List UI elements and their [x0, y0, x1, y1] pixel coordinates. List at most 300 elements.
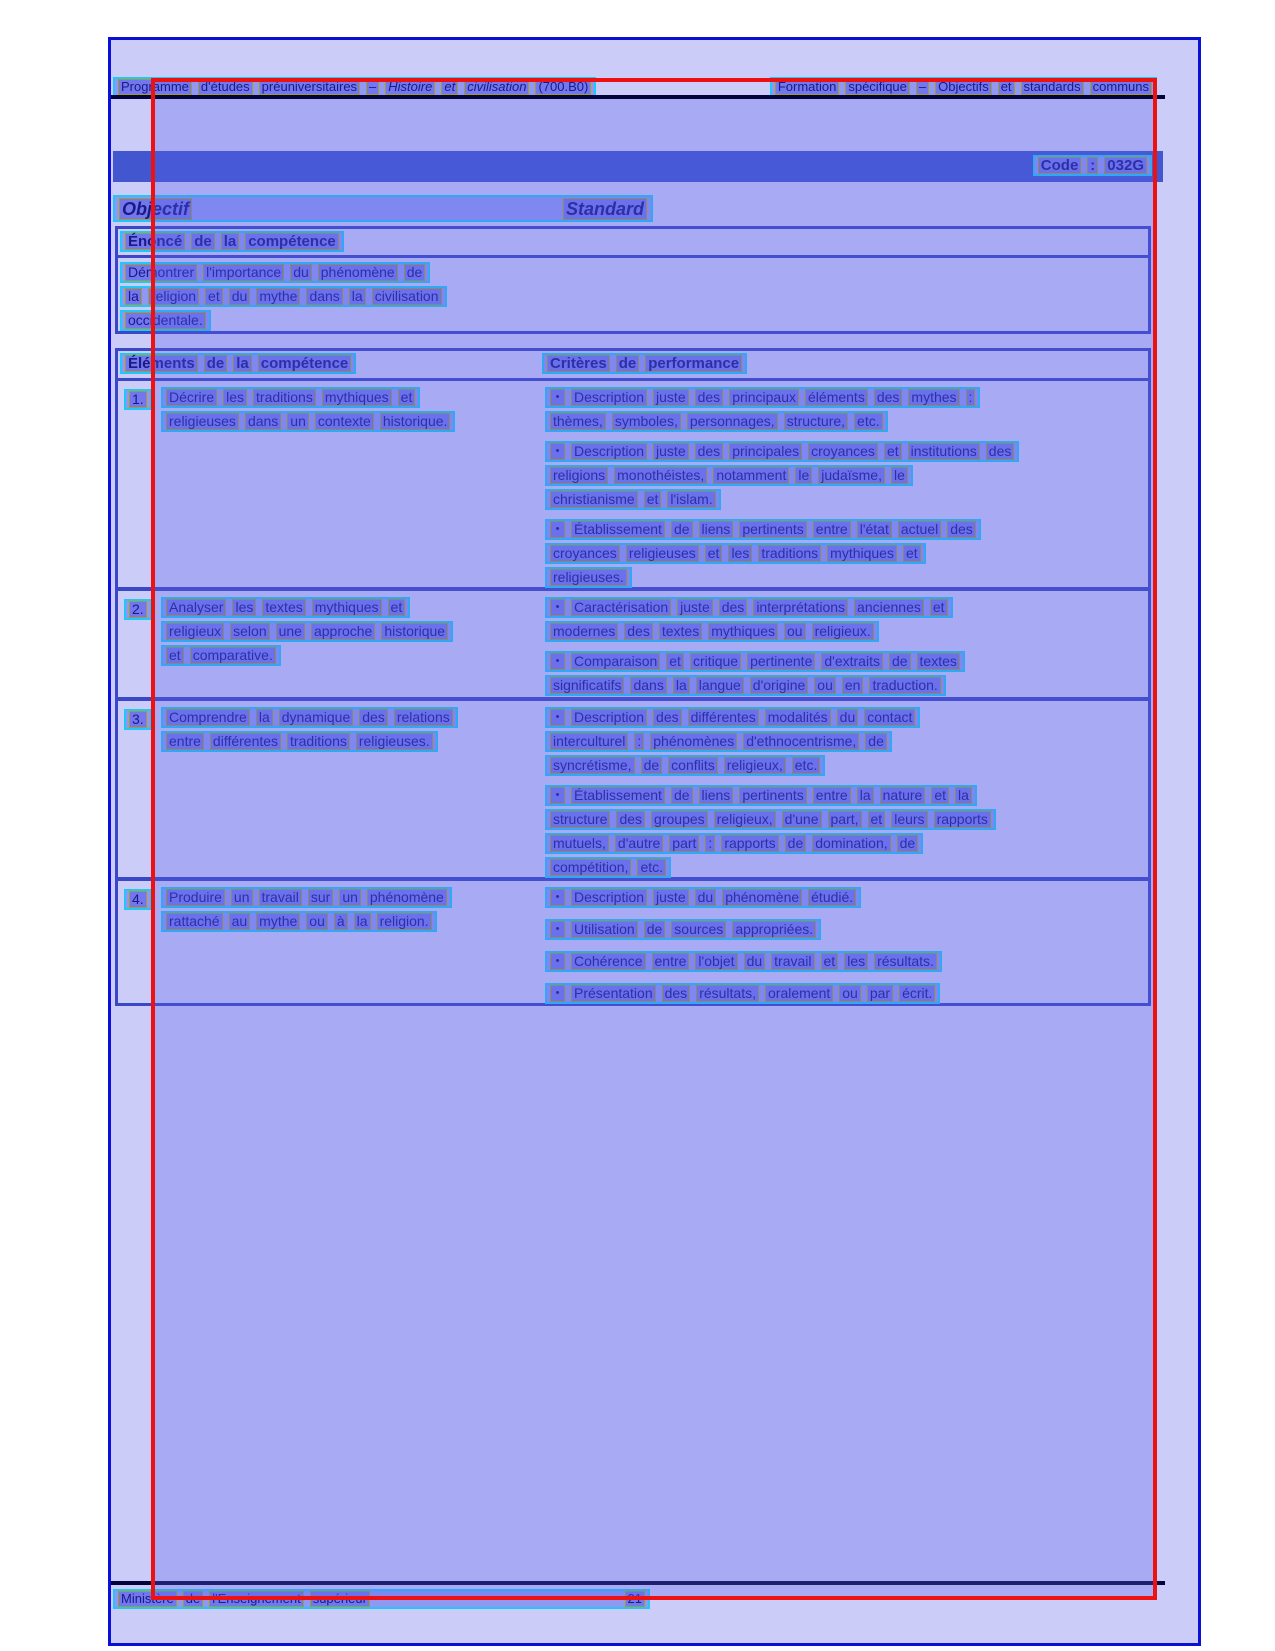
word-highlight-box: : [966, 389, 976, 406]
word-highlight-box: le [891, 467, 908, 484]
word-highlight-box: des [947, 521, 976, 538]
word-highlight-box: standards [1021, 79, 1084, 95]
word-highlight-box: des [695, 389, 724, 406]
word-highlight-box: phénomène [722, 889, 802, 906]
criteria-line [545, 857, 671, 878]
word-highlight-box: traduction. [869, 677, 940, 694]
competence-table-header [118, 351, 1148, 381]
criteria-line [545, 785, 977, 806]
word-highlight-box: différentes [210, 733, 281, 750]
word-highlight-box: la [857, 787, 874, 804]
word-highlight-box: religieuses. [356, 733, 433, 750]
criteria-line [545, 919, 821, 940]
word-highlight-box: mutuels, [550, 835, 609, 852]
word-highlight-box: spécifique [845, 79, 910, 95]
word-highlight-box: dans [245, 413, 281, 430]
word-highlight-box: mythe [256, 288, 300, 305]
criteria-line [545, 441, 1019, 462]
word-highlight-box: par [867, 985, 893, 1002]
criteria-line [545, 731, 892, 752]
competence-table [115, 348, 1151, 1006]
word-highlight-box: religions [550, 467, 608, 484]
word-highlight-box: phénomènes [650, 733, 737, 750]
word-highlight-box: contexte [315, 413, 374, 430]
word-highlight-box: ou [306, 913, 328, 930]
bullet-icon: • [550, 985, 565, 1002]
word-highlight-box: de [644, 921, 666, 938]
word-highlight-box: et [666, 653, 684, 670]
word-highlight-box: juste [653, 443, 689, 460]
word-highlight-box: Analyser [166, 599, 226, 616]
word-highlight-box: comparative. [190, 647, 276, 664]
footer-rule [111, 1581, 1165, 1585]
word-highlight-box: : [1087, 157, 1098, 174]
word-highlight-box: en [842, 677, 864, 694]
word-highlight-box: pertinente [747, 653, 815, 670]
word-highlight-box: traditions [758, 545, 821, 562]
word-highlight-box: et [930, 599, 948, 616]
word-highlight-box: de [204, 355, 228, 372]
page-number: 21 [625, 1591, 645, 1607]
criteria-line [545, 465, 913, 486]
word-highlight-box: la [673, 677, 690, 694]
enonce-header-cell [118, 229, 1148, 258]
criteria-line [545, 489, 721, 510]
word-highlight-box: phénomène [367, 889, 447, 906]
word-highlight-box: l'Enseignement [209, 1591, 303, 1607]
word-highlight-box: Description [571, 709, 647, 726]
word-highlight-box: mythe [256, 913, 300, 930]
word-highlight-box: Objectifs [935, 79, 992, 95]
criteria-line [545, 833, 923, 854]
word-highlight-box: l'objet [695, 953, 737, 970]
word-highlight-box: à [334, 913, 348, 930]
word-highlight-box: part [669, 835, 699, 852]
word-highlight-box: principaux [729, 389, 799, 406]
word-highlight-box: juste [653, 889, 689, 906]
word-highlight-box: civilisation [464, 79, 529, 95]
word-highlight-box: dynamique [279, 709, 354, 726]
word-highlight-box: 032G [1104, 157, 1147, 174]
word-highlight-box: de [191, 233, 215, 250]
word-highlight-box: du [837, 709, 859, 726]
word-highlight-box: compétence [258, 355, 352, 372]
word-highlight-box: syncrétisme, [550, 757, 635, 774]
word-highlight-box: langue [696, 677, 744, 694]
code-bar [113, 151, 1163, 182]
word-highlight-box: 3. [129, 711, 147, 728]
word-highlight-box: historique [381, 623, 448, 640]
element-line [161, 645, 281, 666]
criteria-line [545, 621, 879, 642]
word-highlight-box: religieux [166, 623, 224, 640]
word-highlight-box: le [795, 467, 812, 484]
objectif-standard-row [113, 195, 653, 222]
word-highlight-box: relations [394, 709, 453, 726]
bullet-icon: • [550, 653, 565, 670]
bullet-icon: • [550, 389, 565, 406]
word-highlight-box: etc. [854, 413, 883, 430]
criteria-group [545, 387, 1145, 435]
word-highlight-box: etc. [637, 859, 666, 876]
enonce-text-line [120, 262, 430, 283]
word-highlight-box: du [290, 264, 312, 281]
word-highlight-box: religion. [377, 913, 432, 930]
document-page [108, 37, 1201, 1646]
enonce-text-line [120, 286, 447, 307]
word-highlight-box: notamment [713, 467, 789, 484]
word-highlight-box: ou [839, 985, 861, 1002]
word-highlight-box: de [671, 787, 693, 804]
word-highlight-box: étudié. [808, 889, 856, 906]
word-highlight-box: d'ethnocentrisme, [743, 733, 859, 750]
word-highlight-box: textes [262, 599, 305, 616]
word-highlight-box: entre [166, 733, 204, 750]
bullet-icon: • [550, 787, 565, 804]
word-highlight-box: et [705, 545, 723, 562]
word-highlight-box: approche [311, 623, 375, 640]
word-highlight-box: des [653, 709, 682, 726]
word-highlight-box: religion [148, 288, 199, 305]
word-highlight-box: Comparaison [571, 653, 660, 670]
word-highlight-box: l'islam. [667, 491, 715, 508]
word-highlight-box: une [276, 623, 305, 640]
word-highlight-box: des [695, 443, 724, 460]
table-row-4 [118, 881, 1148, 1003]
word-highlight-box: la [354, 913, 371, 930]
word-highlight-box: interprétations [753, 599, 848, 616]
header-left-title [113, 77, 596, 97]
word-highlight-box: de [897, 835, 919, 852]
word-highlight-box: supérieur [310, 1591, 370, 1607]
table-row-3 [118, 701, 1148, 881]
word-highlight-box: groupes [651, 811, 708, 828]
word-highlight-box: de [404, 264, 426, 281]
word-highlight-box: Caractérisation [571, 599, 671, 616]
word-highlight-box: religieuses. [550, 569, 627, 586]
word-highlight-box: entre [652, 953, 690, 970]
element-line [161, 387, 420, 408]
word-highlight-box: contact [864, 709, 915, 726]
word-highlight-box: les [223, 389, 247, 406]
criteria-cell [545, 707, 1145, 887]
word-highlight-box: actuel [898, 521, 941, 538]
word-highlight-box: de [865, 733, 887, 750]
criteria-line [545, 675, 946, 696]
word-highlight-box: des [986, 443, 1015, 460]
criteria-cell [545, 597, 1145, 705]
word-highlight-box: textes [659, 623, 702, 640]
element-line [161, 597, 410, 618]
word-highlight-box: écrit. [899, 985, 935, 1002]
criteria-group [545, 519, 1145, 591]
word-highlight-box: 4. [129, 891, 147, 908]
word-highlight-box: Produire [166, 889, 225, 906]
word-highlight-box: Démontrer [125, 264, 197, 281]
word-highlight-box: Ministère [118, 1591, 177, 1607]
bullet-icon: • [550, 599, 565, 616]
criteria-group [545, 887, 1145, 911]
word-highlight-box: croyances [808, 443, 878, 460]
word-highlight-box: anciennes [854, 599, 924, 616]
word-highlight-box: Programme [118, 79, 192, 95]
word-highlight-box: au [229, 913, 251, 930]
word-highlight-box: traditions [253, 389, 316, 406]
word-highlight-box: communs [1090, 79, 1152, 95]
criteria-group [545, 951, 1145, 975]
word-highlight-box: Description [571, 389, 647, 406]
bullet-icon: • [550, 953, 565, 970]
criteria-group [545, 441, 1145, 513]
word-highlight-box: et [821, 953, 839, 970]
word-highlight-box: principales [729, 443, 802, 460]
criteria-line [545, 567, 632, 588]
word-highlight-box: structure [550, 811, 610, 828]
word-highlight-box: du [695, 889, 717, 906]
criteria-line [545, 707, 920, 728]
word-highlight-box: les [232, 599, 256, 616]
word-highlight-box: juste [653, 389, 689, 406]
word-highlight-box: pertinents [739, 521, 806, 538]
element-line [161, 621, 453, 642]
word-highlight-box: sur [308, 889, 333, 906]
word-highlight-box: de [183, 1591, 203, 1607]
criteria-cell [545, 387, 1145, 597]
header-right-title [770, 77, 1157, 97]
word-highlight-box: compétition, [550, 859, 631, 876]
word-highlight-box: Établissement [571, 787, 665, 804]
word-highlight-box: structure, [784, 413, 848, 430]
word-highlight-box: leurs [891, 811, 927, 828]
word-highlight-box: et [388, 599, 406, 616]
elements-header [120, 353, 356, 374]
word-highlight-box: significatifs [550, 677, 624, 694]
criteria-group [545, 597, 1145, 645]
word-highlight-box: la [349, 288, 366, 305]
word-highlight-box: selon [230, 623, 269, 640]
word-highlight-box: ou [784, 623, 806, 640]
word-highlight-box: mythes [908, 389, 959, 406]
word-highlight-box: liens [699, 787, 734, 804]
word-highlight-box: des [662, 985, 691, 1002]
header-rule [111, 95, 1165, 99]
criteria-group [545, 707, 1145, 779]
table-row-1 [118, 381, 1148, 591]
page-footer [113, 1589, 650, 1609]
word-highlight-box: personnages, [687, 413, 778, 430]
word-highlight-box: Description [571, 443, 647, 460]
enonce-text-line [120, 310, 211, 331]
element-line [161, 911, 437, 932]
word-highlight-box: des [616, 811, 645, 828]
word-highlight-box: les [844, 953, 868, 970]
word-highlight-box: Décrire [166, 389, 217, 406]
word-highlight-box: Énoncé [125, 233, 185, 250]
word-highlight-box: la [221, 233, 240, 250]
word-highlight-box: Histoire [385, 79, 435, 95]
element-line [161, 731, 438, 752]
word-highlight-box: et [903, 545, 921, 562]
word-highlight-box: mythiques [827, 545, 897, 562]
word-highlight-box: différentes [688, 709, 759, 726]
word-highlight-box: juste [677, 599, 713, 616]
enonce-title [120, 231, 344, 252]
criteria-line [545, 519, 981, 540]
word-highlight-box: dans [306, 288, 342, 305]
word-highlight-box: rapports [721, 835, 778, 852]
word-highlight-box: de [616, 355, 640, 372]
row-number [124, 889, 152, 910]
word-highlight-box: Critères [547, 355, 610, 372]
word-highlight-box: préuniversitaires [259, 79, 360, 95]
word-highlight-box: etc. [792, 757, 821, 774]
word-highlight-box: sources [671, 921, 726, 938]
word-highlight-box: l'importance [203, 264, 284, 281]
element-line [161, 887, 452, 908]
word-highlight-box: de [889, 653, 911, 670]
column-standard: Standard [563, 198, 647, 220]
criteria-group [545, 785, 1145, 881]
word-highlight-box: du [229, 288, 251, 305]
word-highlight-box: la [125, 288, 142, 305]
word-highlight-box: institutions [908, 443, 980, 460]
word-highlight-box: la [233, 355, 252, 372]
word-highlight-box: textes [917, 653, 960, 670]
row-number [124, 599, 152, 620]
word-highlight-box: la [955, 787, 972, 804]
word-highlight-box: d'autre [615, 835, 663, 852]
word-highlight-box: la [256, 709, 273, 726]
criteria-group [545, 983, 1145, 1007]
word-highlight-box: d'origine [750, 677, 809, 694]
criteria-group [545, 651, 1145, 699]
word-highlight-box: part, [828, 811, 862, 828]
word-highlight-box: (700.B0) [535, 79, 591, 95]
word-highlight-box: critique [690, 653, 741, 670]
word-highlight-box: et [931, 787, 949, 804]
word-highlight-box: religieuses [626, 545, 699, 562]
word-highlight-box: de [671, 521, 693, 538]
criteria-line [545, 755, 825, 776]
word-highlight-box: des [874, 389, 903, 406]
word-highlight-box: religieux. [812, 623, 874, 640]
word-highlight-box: appropriées. [732, 921, 816, 938]
row-number [124, 389, 152, 410]
word-highlight-box: domination, [812, 835, 890, 852]
word-highlight-box: d'une [782, 811, 822, 828]
criteria-line [545, 543, 926, 564]
criteria-line [545, 597, 953, 618]
word-highlight-box: un [339, 889, 361, 906]
criteria-line [545, 983, 940, 1004]
word-highlight-box: religieux, [724, 757, 786, 774]
word-highlight-box: christianisme [550, 491, 638, 508]
word-highlight-box: et [166, 647, 184, 664]
word-highlight-box: les [728, 545, 752, 562]
word-highlight-box: et [205, 288, 223, 305]
word-highlight-box: Éléments [125, 355, 198, 372]
word-highlight-box: : [634, 733, 644, 750]
word-highlight-box: religieux, [714, 811, 776, 828]
bullet-icon: • [550, 709, 565, 726]
bullet-icon: • [550, 889, 565, 906]
criteria-line [545, 951, 942, 972]
criteria-cell [545, 887, 1145, 1015]
word-highlight-box: symboles, [612, 413, 681, 430]
word-highlight-box: compétence [245, 233, 339, 250]
bullet-icon: • [550, 921, 565, 938]
word-highlight-box: dans [630, 677, 666, 694]
word-highlight-box: mythiques [312, 599, 382, 616]
word-highlight-box: et [441, 79, 458, 95]
word-highlight-box: judaïsme, [818, 467, 885, 484]
criteria-line [545, 887, 861, 908]
word-highlight-box: et [998, 79, 1015, 95]
word-highlight-box: et [868, 811, 886, 828]
word-highlight-box: conflits [668, 757, 718, 774]
table-row-2 [118, 591, 1148, 701]
word-highlight-box: Cohérence [571, 953, 646, 970]
word-highlight-box: Établissement [571, 521, 665, 538]
word-highlight-box: entre [813, 521, 851, 538]
word-highlight-box: pertinents [739, 787, 806, 804]
word-highlight-box: – [366, 79, 379, 95]
word-highlight-box: rapports [934, 811, 991, 828]
word-highlight-box: modalités [765, 709, 831, 726]
criteria-line [545, 651, 965, 672]
code-label [1033, 155, 1152, 176]
word-highlight-box: et [884, 443, 902, 460]
word-highlight-box: nature [880, 787, 926, 804]
word-highlight-box: 1. [129, 391, 147, 408]
word-highlight-box: – [916, 79, 929, 95]
word-highlight-box: du [744, 953, 766, 970]
word-highlight-box: civilisation [372, 288, 442, 305]
word-highlight-box: Code [1038, 157, 1082, 174]
word-highlight-box: interculturel [550, 733, 628, 750]
word-highlight-box: Présentation [571, 985, 656, 1002]
word-highlight-box: ou [814, 677, 836, 694]
word-highlight-box: liens [699, 521, 734, 538]
bullet-icon: • [550, 443, 565, 460]
criteria-line [545, 387, 980, 408]
word-highlight-box: un [287, 413, 309, 430]
word-highlight-box: des [719, 599, 748, 616]
word-highlight-box: monothéistes, [614, 467, 707, 484]
word-highlight-box: phénomène [318, 264, 398, 281]
word-highlight-box: un [231, 889, 253, 906]
word-highlight-box: et [398, 389, 416, 406]
element-line [161, 411, 455, 432]
word-highlight-box: de [785, 835, 807, 852]
criteria-line [545, 809, 996, 830]
word-highlight-box: mythiques [322, 389, 392, 406]
word-highlight-box: Utilisation [571, 921, 638, 938]
column-objectif: Objectif [119, 198, 192, 220]
word-highlight-box: l'état [857, 521, 892, 538]
word-highlight-box: d'extraits [821, 653, 883, 670]
enonce-body-cell [118, 258, 1148, 337]
word-highlight-box: croyances [550, 545, 620, 562]
word-highlight-box: traditions [287, 733, 350, 750]
word-highlight-box: modernes [550, 623, 618, 640]
word-highlight-box: performance [645, 355, 742, 372]
word-highlight-box: travail [259, 889, 302, 906]
word-highlight-box: Comprendre [166, 709, 250, 726]
word-highlight-box: : [705, 835, 715, 852]
element-line [161, 707, 458, 728]
bullet-icon: • [550, 521, 565, 538]
